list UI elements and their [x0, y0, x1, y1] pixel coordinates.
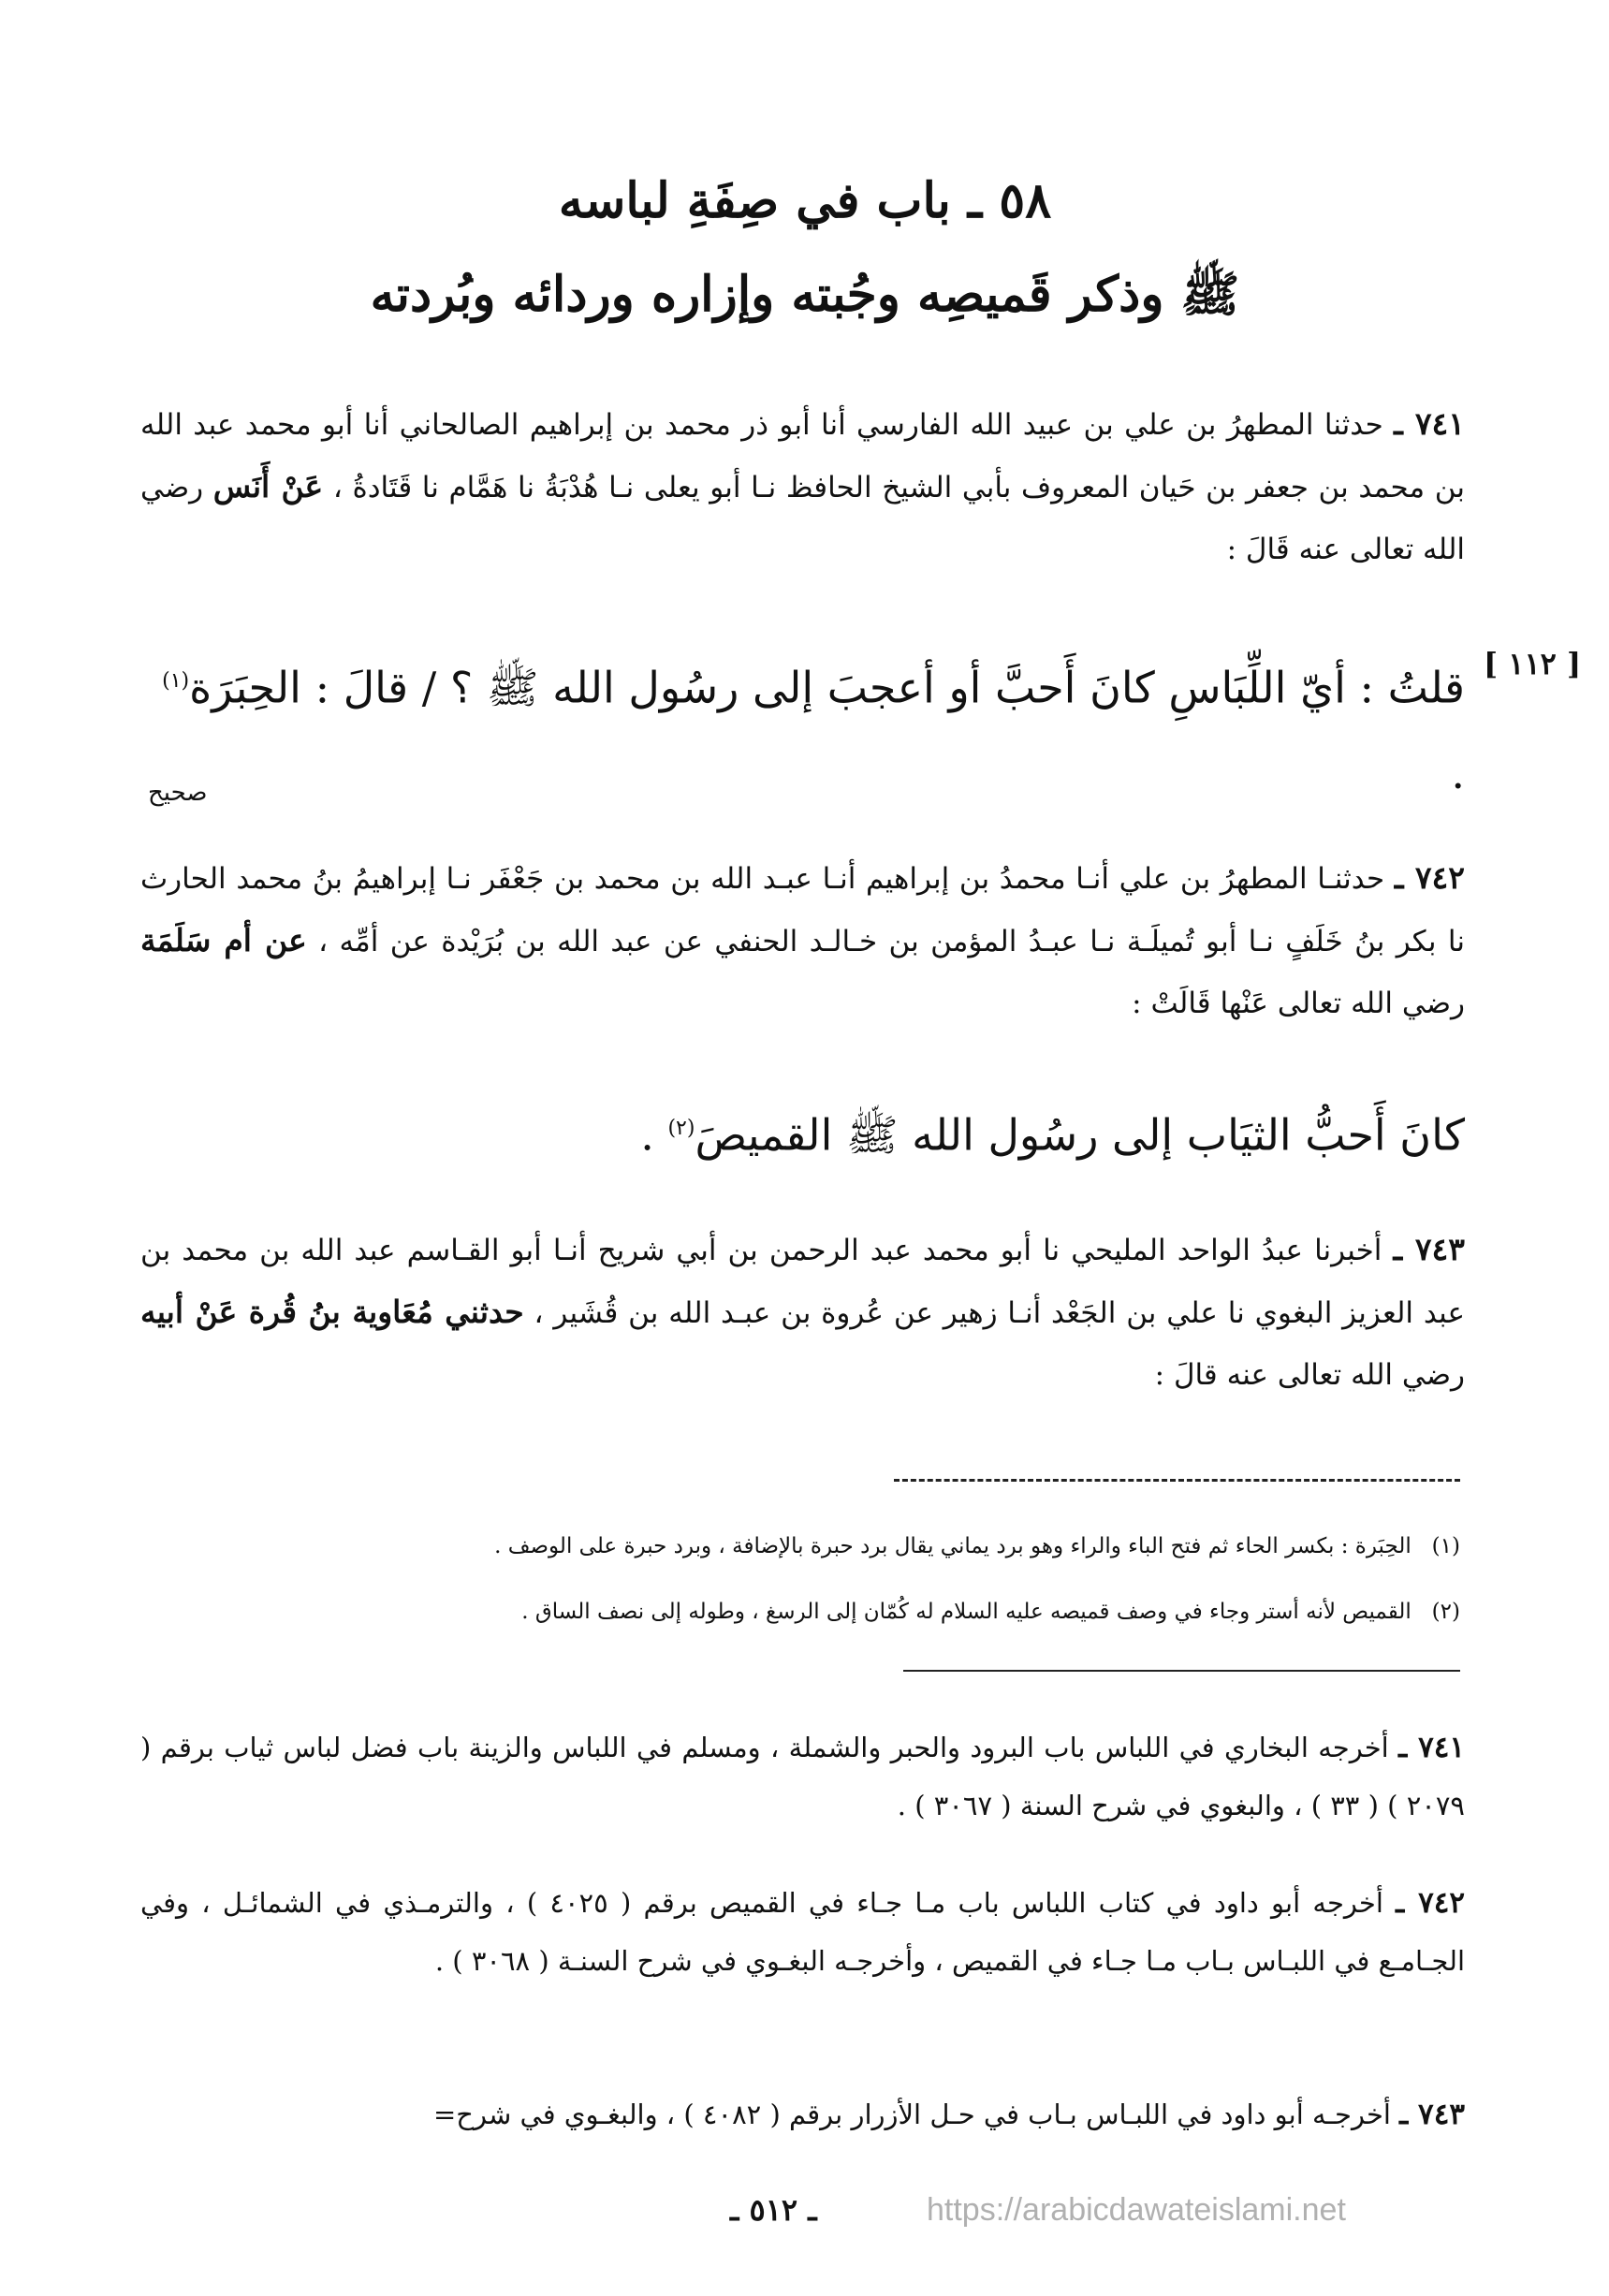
margin-page-reference: [ ١١٢ ]: [1484, 646, 1582, 681]
narrator-name: عَنْ أَنَس: [212, 468, 324, 505]
takhrij-742: [140, 1874, 1465, 1990]
takhrij-text: أخرجه البخاري في اللباس باب البرود والحبر والشملة ، ومسلم في اللباس والزينة باب فضل لباس ثياب برقم ( ٢٠٧٩ ) ( ٣٣ ) ، والبغوي في شرح السنة ( ٣٠٦٧ ) .: [140, 1732, 1465, 1821]
isnad-end: رضي الله تعالى عنه قَالَ :: [140, 471, 1465, 566]
matn-end: .: [640, 1109, 668, 1161]
hadith-number: ٧٤٢ ـ: [1394, 859, 1465, 896]
footnote-separator-dashed: [894, 1479, 1460, 1482]
footnote-2: [197, 1593, 1460, 1631]
matn-text: كانَ أَحبُّ الثيَاب إلى رسُول الله ﷺ القميصَ: [695, 1109, 1465, 1161]
isnad-text: حدثنا المطهرُ بن علي بن عبيد الله الفارسي أنا أبو ذر محمد بن إبراهيم الصالحاني أنا أبو محمد عبد الله بن محمد بن جعفر بن حَيان المعروف بأبي الشيخ الحافظ نـا أبو يعلى نـا هُدْبَةُ نا هَمَّام نا قَتَادةُ ،: [140, 408, 1465, 505]
hadith-741-matn: [140, 638, 1465, 816]
footnote-marker: (١): [1431, 1534, 1460, 1558]
footnote-marker: (٢): [1431, 1600, 1460, 1624]
narrator-name: حدثني مُعَاوية بنُ قُرة عَنْ أبيه: [140, 1294, 524, 1330]
footnote-marker: (١): [162, 669, 190, 693]
watermark-url: https://arabicdawateislami.net: [927, 2192, 1346, 2228]
takhrij-number: ٧٤٢ ـ: [1396, 1886, 1466, 1920]
page-number: ـ ٥١٢ ـ: [730, 2192, 817, 2228]
takhrij-741: [140, 1718, 1465, 1835]
grading-label: صحيح: [148, 779, 208, 807]
chapter-title: ٥٨ ـ باب في صِفَةِ لباسه: [558, 172, 1052, 229]
isnad-text: أخبرنا عبدُ الواحد المليحي نا أبو محمد عبد الرحمن بن أبي شريح أنـا أبو القـاسم عبد الله بن محمد بن عبد العزيز البغوي نا علي بن الجَعْد أنـا زهير عن عُروة بن عبـد الله بن قُشَير ،: [140, 1234, 1465, 1330]
takhrij-text: أخرجه أبو داود في كتاب اللباس باب مـا جـاء في القميص برقم ( ٤٠٢٥ ) ، والترمـذي في الشمائـل ، وفي الجـامـع في اللبـاس بـاب مـا جـاء في القميص ، وأخرجـه البغـوي في شرح السنـة ( ٣٠٦٨ ) .: [140, 1887, 1465, 1977]
chapter-subtitle: ﷺ وذكر قَميصِه وجُبته وإزاره وردائه وبُردته: [370, 266, 1240, 323]
isnad-text: حدثنـا المطهرُ بن علي أنـا محمدُ بن إبراهيم أنـا عبـد الله بن محمد بن جَعْفَر نـا إبراهيمُ بنُ محمد الحارث نا بكر بنُ خَلَفٍ نـا أبو تُميلَـة نـا عبـدُ المؤمن بن خـالـد الحنفي عن عبد الله بن بُرَيْدة عن أمِّه ،: [140, 862, 1466, 958]
takhrij-separator: [903, 1670, 1460, 1672]
matn-end: .: [1451, 748, 1465, 799]
takhrij-743: [140, 2085, 1465, 2143]
takhrij-text: أخرجـه أبو داود في اللبـاس بـاب في حـل الأزرار برقم ( ٤٠٨٢ ) ، والبغـوي في شرح=: [432, 2099, 1391, 2130]
takhrij-number: ٧٤١ ـ: [1398, 1731, 1466, 1764]
footnote-marker: (٢): [667, 1117, 695, 1140]
hadith-741-isnad: [140, 393, 1465, 580]
narrator-name: عن أم سَلَمَة: [140, 922, 307, 958]
matn-text: قلتُ : أيّ اللِّبَاسِ كانَ أَحبَّ أو أعجبَ إلى رسُول الله ﷺ ؟ / قالَ : الحِبَرَة: [189, 662, 1465, 713]
hadith-number: ٧٤٣ ـ: [1393, 1231, 1465, 1267]
isnad-end: رضي الله تعالى عنه قالَ :: [1154, 1358, 1465, 1392]
hadith-743-isnad: [140, 1219, 1465, 1406]
hadith-742-matn: [140, 1086, 1465, 1177]
footnote-1: [197, 1528, 1460, 1565]
takhrij-number: ٧٤٣ ـ: [1399, 2098, 1465, 2131]
isnad-end: رضي الله تعالى عَنْها قَالَتْ :: [1132, 987, 1465, 1020]
footnote-text: القميص لأنه أستر وجاء في وصف قميصه عليه السلام له كُمّان إلى الرسغ ، وطوله إلى نصف الساق .: [521, 1600, 1412, 1624]
hadith-number: ٧٤١ ـ: [1394, 405, 1465, 442]
hadith-742-isnad: [140, 847, 1465, 1034]
footnote-text: الحِبَرة : بكسر الحاء ثم فتح الباء والراء وهو برد يماني يقال برد حبرة بالإضافة ، وبرد حبرة على الوصف .: [494, 1534, 1412, 1558]
